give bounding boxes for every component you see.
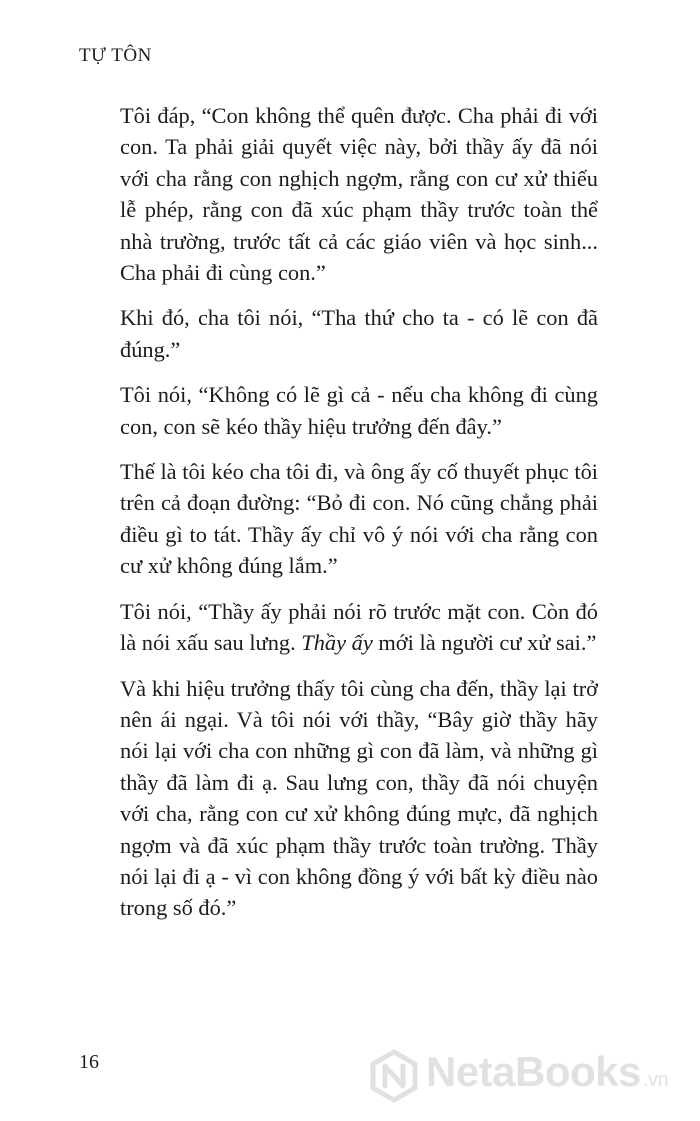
body-text [120,100,598,924]
watermark-suffix: .vn [642,1069,669,1091]
paragraph-5-end: mới là người cư xử sai.” [372,630,597,656]
netabooks-watermark [366,1044,686,1108]
running-title: TỰ TÔN [79,45,152,66]
paragraph-4: Thế là tôi kéo cha tôi đi, và ông ấy cố thuyết phục tôi trên cả đoạn đường: “Bỏ đi con. Nó cũng chẳng phải điều gì to tát. Thầy ấy chỉ vô ý nói với cha rằng con cư xử không đúng lắm.” [120,459,598,579]
paragraph-5-start: Tôi nói, “Thầy ấy phải nói rõ trước mặt con. Còn đó là nói xấu sau lưng. [120,598,598,656]
paragraph-1: Tôi đáp, “Con không thể quên được. Cha phải đi với con. Ta phải giải quyết việc này, bởi thầy ấy đã nói với cha rằng con nghịch ngợm, rằng con cư xử thiếu lễ phép, rằng con đã xúc phạm thầy trước toàn thể nhà trường, trước tất cả các giáo viên và học sinh... Cha phải đi cùng con.” [120,103,598,286]
page-number: 16 [79,1051,99,1073]
paragraph-5-emphasis: Thầy ấy [301,630,373,656]
paragraph-6: Và khi hiệu trưởng thấy tôi cùng cha đến, thầy lại trở nên ái ngại. Và tôi nói với thầy, “Bây giờ thầy hãy nói lại với cha con những gì con đã làm, và những gì thầy đã làm đi ạ. Sau lưng con, thầy đã nói chuyện với cha, rằng con cư xử không đúng mực, đã nghịch ngợm và đã xúc phạm thầy trước toàn trường. Thầy nói lại đi ạ - vì con không đồng ý với bất kỳ điều nào trong số đó.” [120,675,598,921]
paragraph-2: Khi đó, cha tôi nói, “Tha thứ cho ta - có lẽ con đã đúng.” [120,305,598,362]
paragraph-5 [120,596,598,659]
watermark-text [426,1044,668,1108]
netabooks-logo-icon [366,1048,422,1104]
watermark-brand: NetaBooks [426,1048,641,1095]
paragraph-3: Tôi nói, “Không có lẽ gì cả - nếu cha không đi cùng con, con sẽ kéo thầy hiệu trưởng đến đây.” [120,382,598,439]
